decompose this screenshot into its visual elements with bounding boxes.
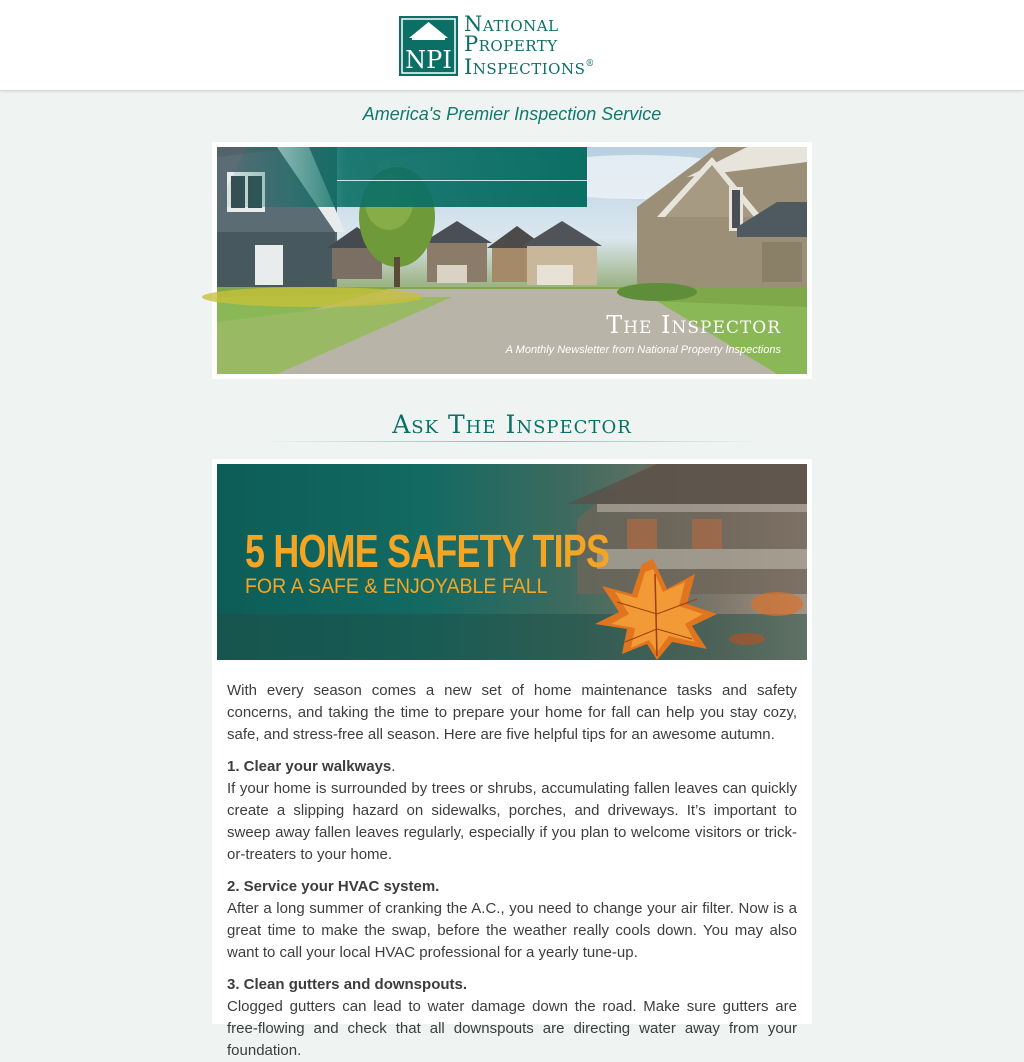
hero-image [217, 147, 807, 374]
logo-mark-text: NPI [405, 45, 452, 74]
tagline: America's Premier Inspection Service [362, 104, 662, 124]
hero-banner [217, 147, 587, 207]
article-body [217, 660, 807, 1062]
tip-heading: 3. Clean gutters and downspouts. [227, 976, 468, 993]
tip-item [227, 756, 797, 866]
section-divider [262, 441, 762, 442]
logo-line-2: Property [464, 32, 558, 56]
tip-heading: 1. Clear your walkways [227, 758, 392, 775]
tip-body: Clogged gutters can lead to water damage down the road. Make sure gutters are free-flowing and check that all downspouts are directing water away from your foundation. [227, 998, 797, 1059]
tips-image-subheadline: FOR A SAFE & ENJOYABLE FALL [245, 575, 548, 598]
tip-heading-suffix: . [391, 758, 396, 775]
npi-house-logo-icon [399, 16, 458, 76]
newsletter-subtitle: A Monthly Newsletter from National Property Inspections [505, 344, 781, 356]
tips-image-headline: 5 HOME SAFETY TIPS [245, 525, 610, 577]
safety-tips-image [217, 464, 807, 660]
logo-line-3: Inspections® [464, 55, 595, 79]
logo-line-1: National [464, 12, 559, 36]
article-intro: With every season comes a new set of home maintenance tasks and safety concerns, and taking the time to prepare your home for fall can help you stay cozy, safe, and stress-free all season. Here are five helpful tips for an awesome autumn. [227, 682, 797, 743]
tip-heading: 2. Service your HVAC system. [227, 878, 440, 895]
article-card [212, 459, 812, 1059]
tip-item [227, 876, 797, 964]
newsletter-title: The Inspector [606, 311, 781, 339]
section-title: Ask The Inspector [392, 410, 632, 439]
tip-body: After a long summer of cranking the A.C., you need to change your air filter. Now is a great time to make the swap, before the weather really cools down. You may also want to call your local HVAC professional for a yearly tune-up. [227, 900, 797, 961]
logo-wordmark [464, 14, 595, 77]
hero-card [212, 142, 812, 379]
site-header [0, 0, 1024, 91]
tip-body: If your home is surrounded by trees or shrubs, accumulating fallen leaves can quickly create a slipping hazard on sidewalks, porches, and driveways. It’s important to sweep away fallen leaves regularly, especially if you plan to welcome visitors or trick-or-treaters to your home. [227, 780, 797, 863]
npi-logo-link[interactable] [399, 12, 595, 79]
tip-item [227, 974, 797, 1062]
